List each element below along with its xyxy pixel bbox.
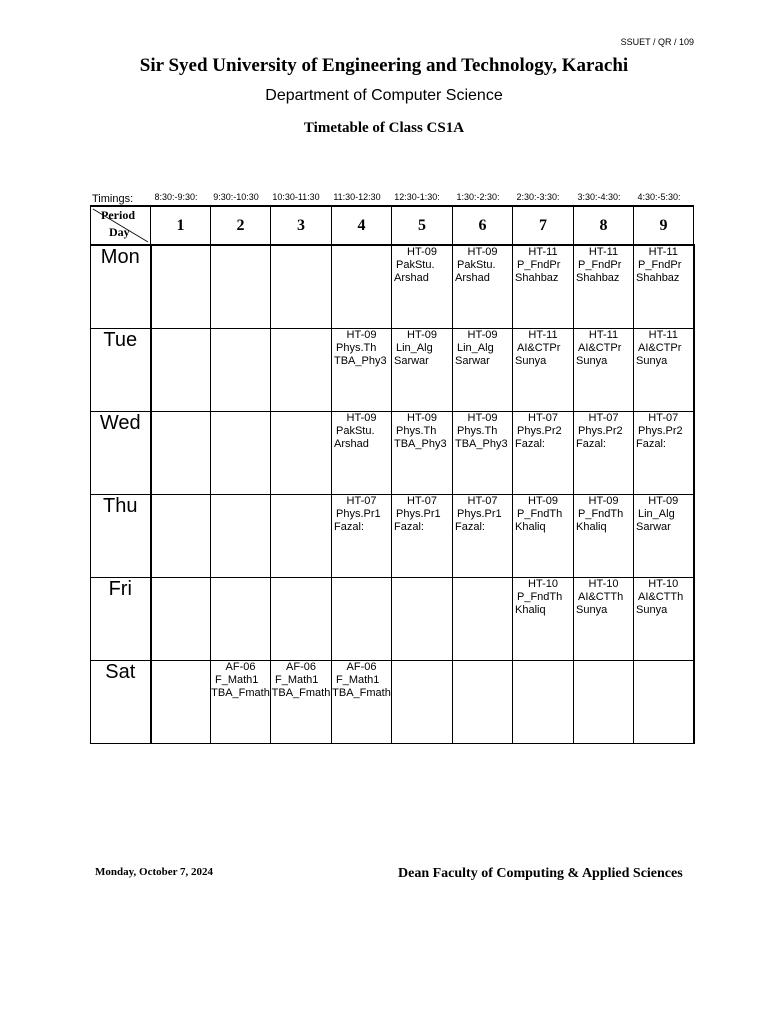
day-name: Wed <box>99 412 141 434</box>
slot-cell <box>634 495 694 578</box>
timing-slot-1: 8:30:-9:30: <box>154 192 198 202</box>
period-header-7: 7 <box>513 206 574 245</box>
timing-slot-9: 4:30:-5:30: <box>637 192 681 202</box>
slot-cell <box>574 329 634 412</box>
slot-teacher: Sunya <box>636 604 668 616</box>
slot-cell <box>271 412 332 495</box>
slot-room: HT-10 <box>528 578 558 590</box>
slot-course: AI&CTPr <box>517 342 561 354</box>
slot-course: P_FndPr <box>638 259 682 271</box>
university-title: Sir Syed University of Engineering and Technology, Karachi <box>139 55 629 76</box>
slot-course: Phys.Pr2 <box>638 425 683 437</box>
footer-signatory: Dean Faculty of Computing & Applied Sciences <box>398 866 683 881</box>
slot-room: HT-10 <box>648 578 679 590</box>
slot-teacher: TBA_Phy3 <box>394 438 447 450</box>
slot-course: PakStu. <box>457 259 496 271</box>
slot-cell <box>211 412 271 495</box>
slot-course: PakStu. <box>396 259 435 271</box>
slot-cell <box>211 661 271 744</box>
slot-room: HT-11 <box>528 329 558 341</box>
day-name: Tue <box>103 329 138 351</box>
slot-teacher: Sarwar <box>455 355 490 367</box>
day-name: Mon <box>100 246 140 268</box>
slot-course: Lin_Alg <box>396 342 433 354</box>
slot-cell <box>392 661 453 744</box>
slot-teacher: Shahbaz <box>636 272 680 284</box>
slot-course: Phys.Th <box>457 425 498 437</box>
slot-cell <box>574 495 634 578</box>
slot-room: HT-07 <box>648 412 679 424</box>
slot-teacher: Fazal: <box>515 438 545 450</box>
timing-slot-4: 11:30-12:30 <box>333 192 381 202</box>
slot-cell <box>453 329 513 412</box>
period-header-5: 5 <box>392 206 453 245</box>
slot-course: Phys.Pr1 <box>457 508 502 520</box>
slot-cell <box>574 245 634 329</box>
slot-cell <box>211 245 271 329</box>
slot-cell <box>332 495 392 578</box>
slot-cell <box>332 412 392 495</box>
slot-teacher: Sunya <box>515 355 547 367</box>
day-name: Thu <box>103 495 138 517</box>
slot-cell <box>271 661 332 744</box>
slot-room: HT-11 <box>648 246 678 258</box>
slot-cell <box>392 578 453 661</box>
period-header-9: 9 <box>634 206 694 245</box>
slot-course: AI&CTTh <box>638 591 684 603</box>
slot-course: Phys.Pr1 <box>336 508 381 520</box>
slot-room: HT-09 <box>407 329 437 341</box>
slot-cell <box>271 578 332 661</box>
slot-course: Phys.Th <box>336 342 377 354</box>
slot-cell <box>332 578 392 661</box>
period-header-3: 3 <box>271 206 332 245</box>
slot-room: HT-07 <box>407 495 437 507</box>
slot-teacher: Fazal: <box>334 521 364 533</box>
slot-room: HT-09 <box>407 412 437 424</box>
slot-teacher: Arshad <box>455 272 490 284</box>
slot-cell <box>634 329 694 412</box>
slot-room: HT-11 <box>528 246 558 258</box>
day-name: Sat <box>105 661 136 683</box>
footer-date: Monday, October 7, 2024 <box>95 866 214 878</box>
slot-course: P_FndTh <box>517 508 563 520</box>
slot-room: HT-07 <box>346 495 377 507</box>
period-header-1: 1 <box>151 206 211 245</box>
slot-course: Lin_Alg <box>457 342 494 354</box>
timing-slot-7: 2:30:-3:30: <box>516 192 560 202</box>
slot-teacher: TBA_Fmath <box>271 687 331 699</box>
slot-cell <box>151 412 211 495</box>
slot-course: Phys.Th <box>396 425 437 437</box>
slot-course: F_Math1 <box>336 674 380 686</box>
department-name: Department of Computer Science <box>265 87 503 104</box>
slot-course: Phys.Pr2 <box>517 425 562 437</box>
slot-course: AI&CTPr <box>638 342 682 354</box>
day-name-cell <box>91 412 151 495</box>
timing-slot-8: 3:30:-4:30: <box>577 192 621 202</box>
slot-room: HT-09 <box>467 412 498 424</box>
slot-cell <box>392 412 453 495</box>
slot-teacher: Sarwar <box>636 521 671 533</box>
slot-course: P_FndTh <box>578 508 624 520</box>
slot-cell <box>513 661 574 744</box>
day-name-cell <box>91 329 151 412</box>
day-name: Fri <box>108 578 132 600</box>
period-label: Period <box>101 208 135 222</box>
slot-cell <box>332 661 392 744</box>
slot-teacher: Arshad <box>394 272 429 284</box>
slot-room: HT-09 <box>346 329 377 341</box>
slot-room: HT-10 <box>588 578 619 590</box>
day-name-cell <box>91 245 151 329</box>
slot-teacher: Khaliq <box>576 521 607 533</box>
slot-cell <box>211 495 271 578</box>
slot-cell <box>332 245 392 329</box>
slot-cell <box>392 329 453 412</box>
slot-cell <box>513 329 574 412</box>
slot-cell <box>392 245 453 329</box>
slot-course: AI&CTPr <box>578 342 622 354</box>
slot-cell <box>513 578 574 661</box>
timing-slot-2: 9:30:-10:30 <box>213 192 259 202</box>
slot-cell <box>513 495 574 578</box>
slot-teacher: TBA_Phy3 <box>334 355 387 367</box>
day-name-cell <box>91 578 151 661</box>
slot-teacher: Sarwar <box>394 355 429 367</box>
slot-cell <box>574 578 634 661</box>
slot-cell <box>634 578 694 661</box>
slot-cell <box>634 412 694 495</box>
slot-room: HT-09 <box>528 495 558 507</box>
slot-room: AF-06 <box>286 661 316 673</box>
period-day-header <box>91 206 151 245</box>
slot-teacher: Sunya <box>576 355 608 367</box>
day-row-wed <box>91 412 694 495</box>
slot-cell <box>151 578 211 661</box>
day-row-thu <box>91 495 694 578</box>
slot-room: HT-07 <box>467 495 498 507</box>
timing-slot-5: 12:30-1:30: <box>394 192 440 202</box>
slot-teacher: Sunya <box>636 355 668 367</box>
slot-cell <box>271 495 332 578</box>
slot-course: F_Math1 <box>215 674 259 686</box>
day-row-mon <box>91 245 694 329</box>
slot-room: HT-07 <box>588 412 619 424</box>
slot-teacher: Fazal: <box>576 438 606 450</box>
slot-room: HT-09 <box>467 246 498 258</box>
period-header-6: 6 <box>453 206 513 245</box>
slot-teacher: Shahbaz <box>576 272 620 284</box>
slot-cell <box>151 661 211 744</box>
slot-room: HT-09 <box>648 495 679 507</box>
slot-cell <box>151 495 211 578</box>
slot-cell <box>271 329 332 412</box>
slot-cell <box>634 661 694 744</box>
slot-cell <box>151 245 211 329</box>
slot-room: HT-07 <box>528 412 558 424</box>
day-name-cell <box>91 495 151 578</box>
period-header-2: 2 <box>211 206 271 245</box>
slot-cell <box>151 329 211 412</box>
timing-slot-6: 1:30:-2:30: <box>456 192 500 202</box>
slot-room: HT-09 <box>346 412 377 424</box>
slot-teacher: TBA_Fmath <box>332 687 391 699</box>
slot-cell <box>392 495 453 578</box>
slot-course: PakStu. <box>336 425 375 437</box>
slot-course: P_FndPr <box>517 259 561 271</box>
slot-room: HT-09 <box>588 495 619 507</box>
slot-room: HT-11 <box>588 329 619 341</box>
slot-room: HT-09 <box>467 329 498 341</box>
slot-cell <box>453 245 513 329</box>
period-header-8: 8 <box>574 206 634 245</box>
slot-course: Phys.Pr1 <box>396 508 441 520</box>
slot-cell <box>453 495 513 578</box>
form-code: SSUET / QR / 109 <box>620 37 694 47</box>
slot-teacher: TBA_Fmath <box>211 687 270 699</box>
timings-label: Timings: <box>92 193 134 205</box>
slot-room: HT-09 <box>407 246 437 258</box>
slot-cell <box>332 329 392 412</box>
slot-room: HT-11 <box>588 246 619 258</box>
slot-cell <box>513 412 574 495</box>
slot-teacher: Shahbaz <box>515 272 559 284</box>
slot-cell <box>211 578 271 661</box>
slot-teacher: Khaliq <box>515 521 546 533</box>
timetable-grid <box>90 205 695 744</box>
slot-cell <box>271 245 332 329</box>
timetable-title: Timetable of Class CS1A <box>303 120 465 136</box>
day-row-sat <box>91 661 694 744</box>
slot-cell <box>513 245 574 329</box>
slot-teacher: Fazal: <box>636 438 666 450</box>
slot-cell <box>453 412 513 495</box>
slot-course: F_Math1 <box>275 674 319 686</box>
slot-cell <box>211 329 271 412</box>
slot-room: AF-06 <box>225 661 256 673</box>
slot-course: Phys.Pr2 <box>578 425 623 437</box>
slot-teacher: Fazal: <box>394 521 424 533</box>
slot-cell <box>574 412 634 495</box>
slot-teacher: TBA_Phy3 <box>455 438 508 450</box>
day-label: Day <box>109 225 130 239</box>
slot-cell <box>634 245 694 329</box>
slot-room: AF-06 <box>346 661 377 673</box>
day-row-fri <box>91 578 694 661</box>
slot-teacher: Khaliq <box>515 604 546 616</box>
slot-teacher: Arshad <box>334 438 369 450</box>
slot-cell <box>453 661 513 744</box>
day-name-cell <box>91 661 151 744</box>
slot-room: HT-11 <box>648 329 678 341</box>
slot-course: P_FndPr <box>578 259 622 271</box>
slot-course: AI&CTTh <box>578 591 624 603</box>
period-header-4: 4 <box>332 206 392 245</box>
slot-course: Lin_Alg <box>638 508 675 520</box>
slot-cell <box>574 661 634 744</box>
timing-slot-3: 10:30-11:30 <box>272 192 320 202</box>
slot-course: P_FndTh <box>517 591 563 603</box>
slot-teacher: Sunya <box>576 604 608 616</box>
slot-cell <box>453 578 513 661</box>
day-row-tue <box>91 329 694 412</box>
slot-teacher: Fazal: <box>455 521 485 533</box>
